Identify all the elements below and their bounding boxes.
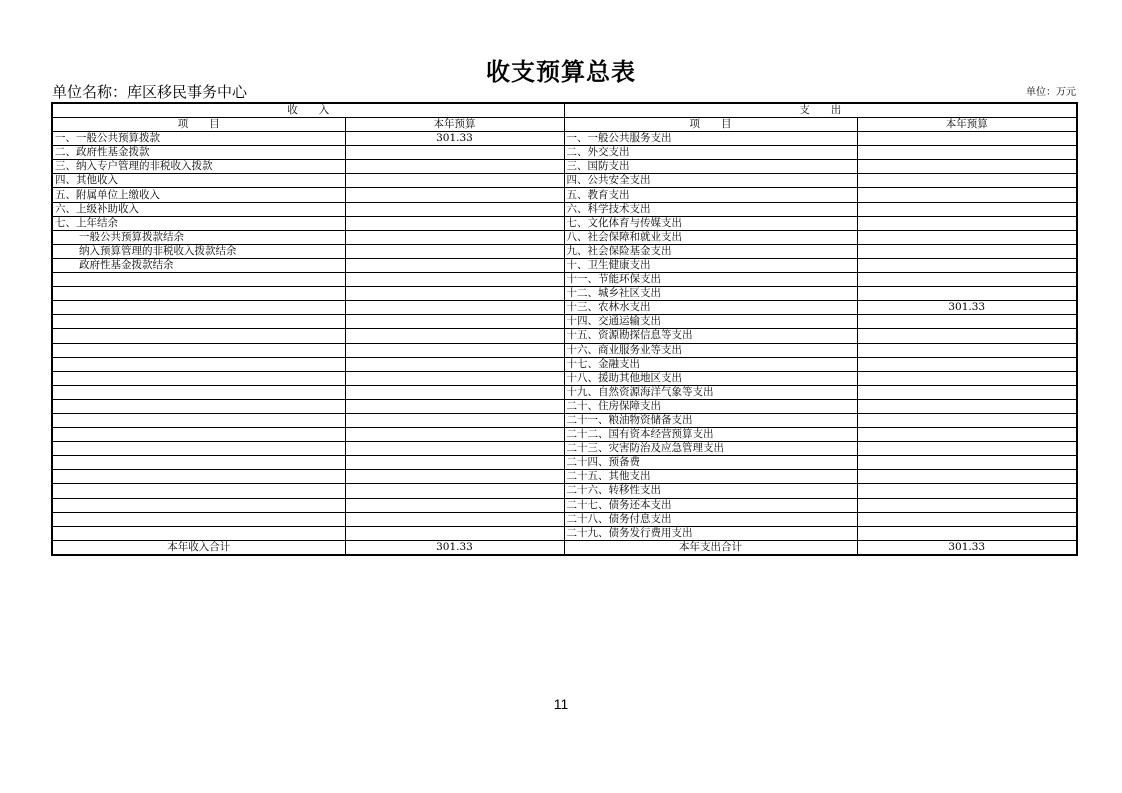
- table-row: [52, 315, 1077, 329]
- income-item-cell: [52, 287, 345, 301]
- expense-item-cell: 三、国防支出: [564, 160, 857, 174]
- income-value-cell: [345, 399, 564, 413]
- unit-info-row: [52, 82, 1076, 102]
- expense-value-cell: [857, 160, 1077, 174]
- table-row: [52, 456, 1077, 470]
- table-row: [52, 442, 1077, 456]
- expense-value-cell: [857, 230, 1077, 244]
- income-item-cell: [52, 399, 345, 413]
- expense-value-cell: [857, 174, 1077, 188]
- income-value-cell: [345, 329, 564, 343]
- expense-value-cell: [857, 258, 1077, 272]
- expense-item-cell: 十五、资源勘探信息等支出: [564, 329, 857, 343]
- income-value-cell: [345, 526, 564, 540]
- expense-value-cell: [857, 329, 1077, 343]
- table-row: [52, 202, 1077, 216]
- expense-section-header: 支 出: [564, 103, 1077, 118]
- expense-value-cell: [857, 146, 1077, 160]
- expense-value-cell: [857, 343, 1077, 357]
- expense-item-cell: 十一、节能环保支出: [564, 273, 857, 287]
- income-item-header: 项 目: [52, 118, 345, 132]
- income-value-cell: [345, 470, 564, 484]
- expense-item-cell: 八、社会保障和就业支出: [564, 230, 857, 244]
- expense-value-cell: [857, 315, 1077, 329]
- income-value-cell: [345, 413, 564, 427]
- income-item-cell: [52, 456, 345, 470]
- expense-value-cell: [857, 188, 1077, 202]
- income-item-cell: 二、政府性基金拨款: [52, 146, 345, 160]
- expense-item-cell: 二、外交支出: [564, 146, 857, 160]
- income-item-cell: [52, 413, 345, 427]
- table-row: [52, 484, 1077, 498]
- income-value-cell: [345, 385, 564, 399]
- income-value-cell: [345, 188, 564, 202]
- table-row: [52, 470, 1077, 484]
- table-row: [52, 357, 1077, 371]
- budget-rows: [52, 132, 1077, 555]
- income-value-cell: [345, 357, 564, 371]
- income-value-cell: [345, 343, 564, 357]
- table-row: [52, 385, 1077, 399]
- income-value-cell: [345, 428, 564, 442]
- table-row: [52, 371, 1077, 385]
- column-header-row: [52, 118, 1077, 132]
- expense-total-value: 301.33: [857, 540, 1077, 555]
- expense-item-header: 项 目: [564, 118, 857, 132]
- income-total-value: 301.33: [345, 540, 564, 555]
- income-section-header: 收 入: [52, 103, 564, 118]
- expense-item-cell: 六、科学技术支出: [564, 202, 857, 216]
- table-row: [52, 301, 1077, 315]
- table-row: [52, 216, 1077, 230]
- expense-item-cell: 二十二、国有资本经营预算支出: [564, 428, 857, 442]
- income-item-cell: [52, 442, 345, 456]
- page-title: 收支预算总表: [486, 58, 636, 86]
- income-value-cell: [345, 244, 564, 258]
- expense-value-cell: [857, 470, 1077, 484]
- expense-item-cell: 二十八、债务付息支出: [564, 512, 857, 526]
- table-row: [52, 146, 1077, 160]
- income-item-cell: [52, 315, 345, 329]
- expense-value-cell: [857, 442, 1077, 456]
- expense-item-cell: 七、文化体育与传媒支出: [564, 216, 857, 230]
- income-value-cell: [345, 498, 564, 512]
- income-item-cell: [52, 385, 345, 399]
- income-item-cell: [52, 428, 345, 442]
- totals-row: [52, 540, 1077, 555]
- table-row: [52, 230, 1077, 244]
- expense-item-cell: 十三、农林水支出: [564, 301, 857, 315]
- income-item-cell: 一、一般公共预算拨款: [52, 132, 345, 146]
- income-value-cell: 301.33: [345, 132, 564, 146]
- expense-value-cell: [857, 456, 1077, 470]
- expense-value-cell: [857, 413, 1077, 427]
- expense-budget-header: 本年预算: [857, 118, 1077, 132]
- income-value-cell: [345, 315, 564, 329]
- expense-value-cell: [857, 216, 1077, 230]
- income-item-cell: [52, 484, 345, 498]
- table-row: [52, 329, 1077, 343]
- expense-value-cell: [857, 371, 1077, 385]
- expense-item-cell: 二十四、预备费: [564, 456, 857, 470]
- table-row: [52, 498, 1077, 512]
- income-value-cell: [345, 202, 564, 216]
- expense-value-cell: [857, 526, 1077, 540]
- income-item-cell: 政府性基金拨款结余: [52, 258, 345, 272]
- table-row: [52, 413, 1077, 427]
- expense-item-cell: 十、卫生健康支出: [564, 258, 857, 272]
- income-item-cell: 纳入预算管理的非税收入拨款结余: [52, 244, 345, 258]
- table-row: [52, 526, 1077, 540]
- income-item-cell: [52, 301, 345, 315]
- table-row: [52, 399, 1077, 413]
- table-row: [52, 174, 1077, 188]
- income-item-cell: 三、纳入专户管理的非税收入拨款: [52, 160, 345, 174]
- expense-value-cell: [857, 484, 1077, 498]
- table-row: [52, 132, 1077, 146]
- income-item-cell: [52, 498, 345, 512]
- income-value-cell: [345, 371, 564, 385]
- income-value-cell: [345, 258, 564, 272]
- expense-item-cell: 四、公共安全支出: [564, 174, 857, 188]
- table-row: [52, 188, 1077, 202]
- expense-value-cell: [857, 512, 1077, 526]
- expense-item-cell: 二十五、其他支出: [564, 470, 857, 484]
- budget-summary-table: [51, 102, 1078, 556]
- income-item-cell: 四、其他收入: [52, 174, 345, 188]
- income-value-cell: [345, 287, 564, 301]
- income-item-cell: [52, 512, 345, 526]
- expense-value-cell: [857, 273, 1077, 287]
- income-item-cell: 七、上年结余: [52, 216, 345, 230]
- income-value-cell: [345, 146, 564, 160]
- income-item-cell: 一般公共预算拨款结余: [52, 230, 345, 244]
- page-number: 11: [553, 696, 569, 712]
- income-item-cell: [52, 357, 345, 371]
- table-row: [52, 244, 1077, 258]
- table-row: [52, 343, 1077, 357]
- expense-value-cell: [857, 132, 1077, 146]
- income-value-cell: [345, 174, 564, 188]
- expense-item-cell: 十二、城乡社区支出: [564, 287, 857, 301]
- income-value-cell: [345, 512, 564, 526]
- expense-value-cell: [857, 399, 1077, 413]
- income-item-cell: [52, 273, 345, 287]
- income-value-cell: [345, 484, 564, 498]
- expense-item-cell: 二十六、转移性支出: [564, 484, 857, 498]
- income-item-cell: [52, 371, 345, 385]
- table-row: [52, 160, 1077, 174]
- expense-item-cell: 二十九、债务发行费用支出: [564, 526, 857, 540]
- expense-value-cell: [857, 244, 1077, 258]
- section-header-row: [52, 103, 1077, 118]
- income-value-cell: [345, 160, 564, 174]
- expense-item-cell: 十六、商业服务业等支出: [564, 343, 857, 357]
- expense-item-cell: 二十一、粮油物资储备支出: [564, 413, 857, 427]
- expense-item-cell: 二十、住房保障支出: [564, 399, 857, 413]
- expense-item-cell: 二十三、灾害防治及应急管理支出: [564, 442, 857, 456]
- expense-item-cell: 十四、交通运输支出: [564, 315, 857, 329]
- income-value-cell: [345, 230, 564, 244]
- currency-unit: 单位：万元: [1026, 87, 1076, 98]
- income-total-label: 本年收入合计: [52, 540, 345, 555]
- expense-total-label: 本年支出合计: [564, 540, 857, 555]
- unit-name: 单位名称：库区移民事务中心: [52, 83, 248, 101]
- income-value-cell: [345, 456, 564, 470]
- expense-value-cell: [857, 428, 1077, 442]
- income-item-cell: [52, 329, 345, 343]
- table-row: [52, 512, 1077, 526]
- expense-item-cell: 十九、自然资源海洋气象等支出: [564, 385, 857, 399]
- expense-value-cell: [857, 385, 1077, 399]
- income-budget-header: 本年预算: [345, 118, 564, 132]
- expense-value-cell: 301.33: [857, 301, 1077, 315]
- table-row: [52, 428, 1077, 442]
- expense-item-cell: 十七、金融支出: [564, 357, 857, 371]
- expense-item-cell: 九、社会保险基金支出: [564, 244, 857, 258]
- table-row: [52, 287, 1077, 301]
- expense-item-cell: 一、一般公共服务支出: [564, 132, 857, 146]
- expense-value-cell: [857, 202, 1077, 216]
- income-item-cell: [52, 526, 345, 540]
- income-value-cell: [345, 216, 564, 230]
- expense-value-cell: [857, 287, 1077, 301]
- income-item-cell: [52, 343, 345, 357]
- expense-item-cell: 五、教育支出: [564, 188, 857, 202]
- income-item-cell: [52, 470, 345, 484]
- income-item-cell: 五、附属单位上缴收入: [52, 188, 345, 202]
- income-value-cell: [345, 301, 564, 315]
- income-value-cell: [345, 273, 564, 287]
- expense-item-cell: 二十七、债务还本支出: [564, 498, 857, 512]
- expense-item-cell: 十八、援助其他地区支出: [564, 371, 857, 385]
- expense-value-cell: [857, 357, 1077, 371]
- income-value-cell: [345, 442, 564, 456]
- income-item-cell: 六、上级补助收入: [52, 202, 345, 216]
- table-row: [52, 273, 1077, 287]
- table-row: [52, 258, 1077, 272]
- expense-value-cell: [857, 498, 1077, 512]
